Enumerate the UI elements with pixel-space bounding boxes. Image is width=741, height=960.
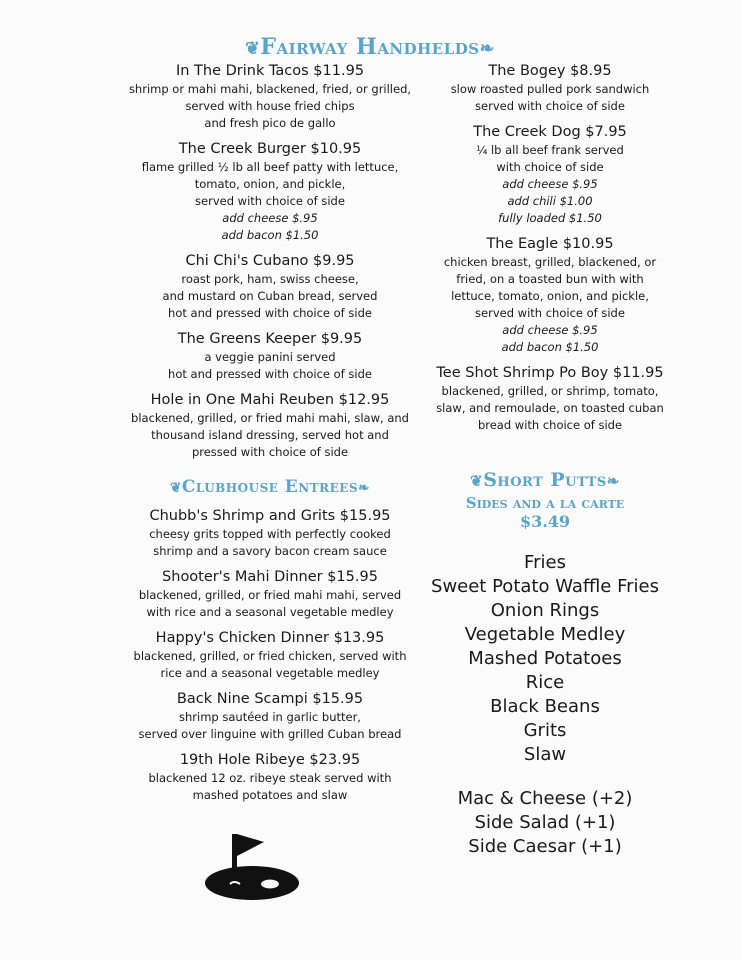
menu-item-addon: add bacon $1.50 — [221, 228, 319, 242]
extras-list — [390, 787, 700, 859]
handhelds-heading — [160, 34, 580, 60]
side-item: Fries — [524, 552, 566, 573]
menu-item-description: chicken breast, grilled, blackened, or — [443, 255, 657, 269]
handhelds-left-column — [100, 62, 440, 469]
handhelds-right-column — [395, 62, 705, 442]
menu-item-description: served with choice of side — [475, 306, 625, 320]
menu-item — [395, 235, 705, 356]
menu-item — [100, 62, 440, 132]
menu-item-description: blackened 12 oz. ribeye steak served with — [148, 771, 392, 785]
menu-item-description: blackened, grilled, or fried chicken, served with — [133, 649, 407, 663]
menu-item-description: shrimp and a savory bacon cream sauce — [153, 544, 387, 558]
extra-item: Side Salad (+1) — [474, 812, 616, 833]
menu-item-description: rice and a seasonal vegetable medley — [160, 666, 380, 680]
side-item: Grits — [523, 720, 567, 741]
menu-item-description: and mustard on Cuban bread, served — [162, 289, 378, 303]
menu-item-description: with choice of side — [496, 160, 604, 174]
menu-item-title: Chubb's Shrimp and Grits $15.95 — [149, 508, 391, 524]
extra-item: Side Caesar (+1) — [468, 836, 622, 857]
menu-item-description: slow roasted pulled pork sandwich — [450, 82, 650, 96]
menu-item-description: with rice and a seasonal vegetable medley — [146, 605, 394, 619]
side-item: Rice — [525, 672, 565, 693]
menu-item-description: cheesy grits topped with perfectly cooked — [149, 527, 391, 541]
menu-item-description: served over linguine with grilled Cuban bread — [138, 727, 402, 741]
menu-item-description: hot and pressed with choice of side — [168, 306, 372, 320]
entrees-title: Clubhouse Entrees — [181, 477, 359, 497]
menu-item — [100, 140, 440, 244]
side-item: Mashed Potatoes — [468, 648, 622, 669]
sides-price: $3.49 — [519, 512, 571, 531]
menu-item-description: fried, on a toasted bun with with — [456, 272, 644, 286]
ornament-left-icon: ❦ — [469, 472, 484, 490]
menu-item-description: blackened, grilled, or shrimp, tomato, — [441, 384, 659, 398]
menu-item-description: blackened, grilled, or fried mahi mahi, served — [138, 588, 402, 602]
ornament-left-icon: ❦ — [170, 480, 182, 496]
sides-list — [390, 551, 700, 767]
menu-item-addon: add chili $1.00 — [507, 194, 593, 208]
menu-item-description: pressed with choice of side — [191, 445, 349, 459]
menu-item-description: tomato, onion, and pickle, — [194, 177, 346, 191]
menu-item-description: slaw, and remoulade, on toasted cuban — [436, 401, 664, 415]
menu-item-description: served with choice of side — [195, 194, 345, 208]
menu-item-title: The Creek Burger $10.95 — [178, 141, 362, 157]
menu-item — [395, 123, 705, 227]
ornament-left-icon: ❦ — [245, 38, 261, 59]
menu-item-description: roast pork, ham, swiss cheese, — [181, 272, 359, 286]
menu-item — [100, 507, 440, 560]
menu-item-description: served with house fried chips — [185, 99, 355, 113]
menu-item-addon: add cheese $.95 — [222, 211, 318, 225]
menu-item-addon: add cheese $.95 — [502, 177, 598, 191]
entrees-column — [100, 507, 440, 812]
menu-item — [100, 690, 440, 743]
menu-item-title: Chi Chi's Cubano $9.95 — [185, 253, 355, 269]
menu-item-title: Happy's Chicken Dinner $13.95 — [155, 630, 385, 646]
menu-item-title: The Bogey $8.95 — [488, 63, 612, 79]
menu-item-title: The Greens Keeper $9.95 — [177, 331, 363, 347]
menu-item-title: The Creek Dog $7.95 — [473, 124, 627, 140]
menu-item — [395, 364, 705, 434]
ornament-right-icon: ❧ — [358, 480, 370, 496]
menu-item-title: Hole in One Mahi Reuben $12.95 — [150, 392, 390, 408]
side-item: Black Beans — [490, 696, 600, 717]
menu-item-description: blackened, grilled, or fried mahi mahi, slaw, and — [131, 411, 409, 425]
menu-item-description: flame grilled ½ lb all beef patty with lettuce, — [141, 160, 399, 174]
entrees-heading — [100, 477, 440, 497]
menu-item — [100, 629, 440, 682]
menu-item — [100, 330, 440, 383]
menu-item-description: served with choice of side — [475, 99, 625, 113]
menu-item-description: bread with choice of side — [477, 418, 623, 432]
menu-item-addon: add cheese $.95 — [502, 323, 598, 337]
menu-item-description: thousand island dressing, served hot and — [151, 428, 389, 442]
menu-item-title: Tee Shot Shrimp Po Boy $11.95 — [436, 365, 664, 381]
menu-item — [100, 568, 440, 621]
menu-item-description: a veggie panini served — [204, 350, 336, 364]
menu-item-title: Back Nine Scampi $15.95 — [176, 691, 364, 707]
menu-item-description: hot and pressed with choice of side — [168, 367, 372, 381]
menu-item-description: ¼ lb all beef frank served — [476, 143, 624, 157]
menu-item-addon: fully loaded $1.50 — [498, 211, 602, 225]
menu-item-addon: add bacon $1.50 — [501, 340, 599, 354]
short-putts-heading — [390, 469, 700, 491]
menu-item-title: The Eagle $10.95 — [486, 236, 614, 252]
menu-item-description: and fresh pico de gallo — [204, 116, 336, 130]
ornament-right-icon: ❧ — [479, 38, 495, 59]
menu-item — [100, 391, 440, 461]
short-putts-title: Short Putts — [483, 469, 607, 491]
menu-item-title: 19th Hole Ribeye $23.95 — [179, 752, 361, 768]
menu-item-description: shrimp or mahi mahi, blackened, fried, or grilled, — [128, 82, 412, 96]
side-item: Onion Rings — [490, 600, 600, 621]
side-item: Vegetable Medley — [464, 624, 626, 645]
side-item: Slaw — [523, 744, 567, 765]
menu-item — [395, 62, 705, 115]
menu-item-description: mashed potatoes and slaw — [192, 788, 348, 802]
menu-item-description: shrimp sautéed in garlic butter, — [179, 710, 361, 724]
golf-flag-hole-icon — [200, 828, 310, 908]
ornament-right-icon: ❧ — [606, 472, 621, 490]
menu-item-title: In The Drink Tacos $11.95 — [175, 63, 365, 79]
menu-item-title: Shooter's Mahi Dinner $15.95 — [162, 569, 378, 585]
extra-item: Mac & Cheese (+2) — [457, 788, 633, 809]
side-item: Sweet Potato Waffle Fries — [431, 576, 659, 597]
menu-item — [100, 252, 440, 322]
menu-item — [100, 751, 440, 804]
handhelds-title: Fairway Handhelds — [260, 34, 480, 60]
sides-subtitle: Sides and a la carte — [465, 494, 625, 512]
menu-item-description: lettuce, tomato, onion, and pickle, — [451, 289, 649, 303]
